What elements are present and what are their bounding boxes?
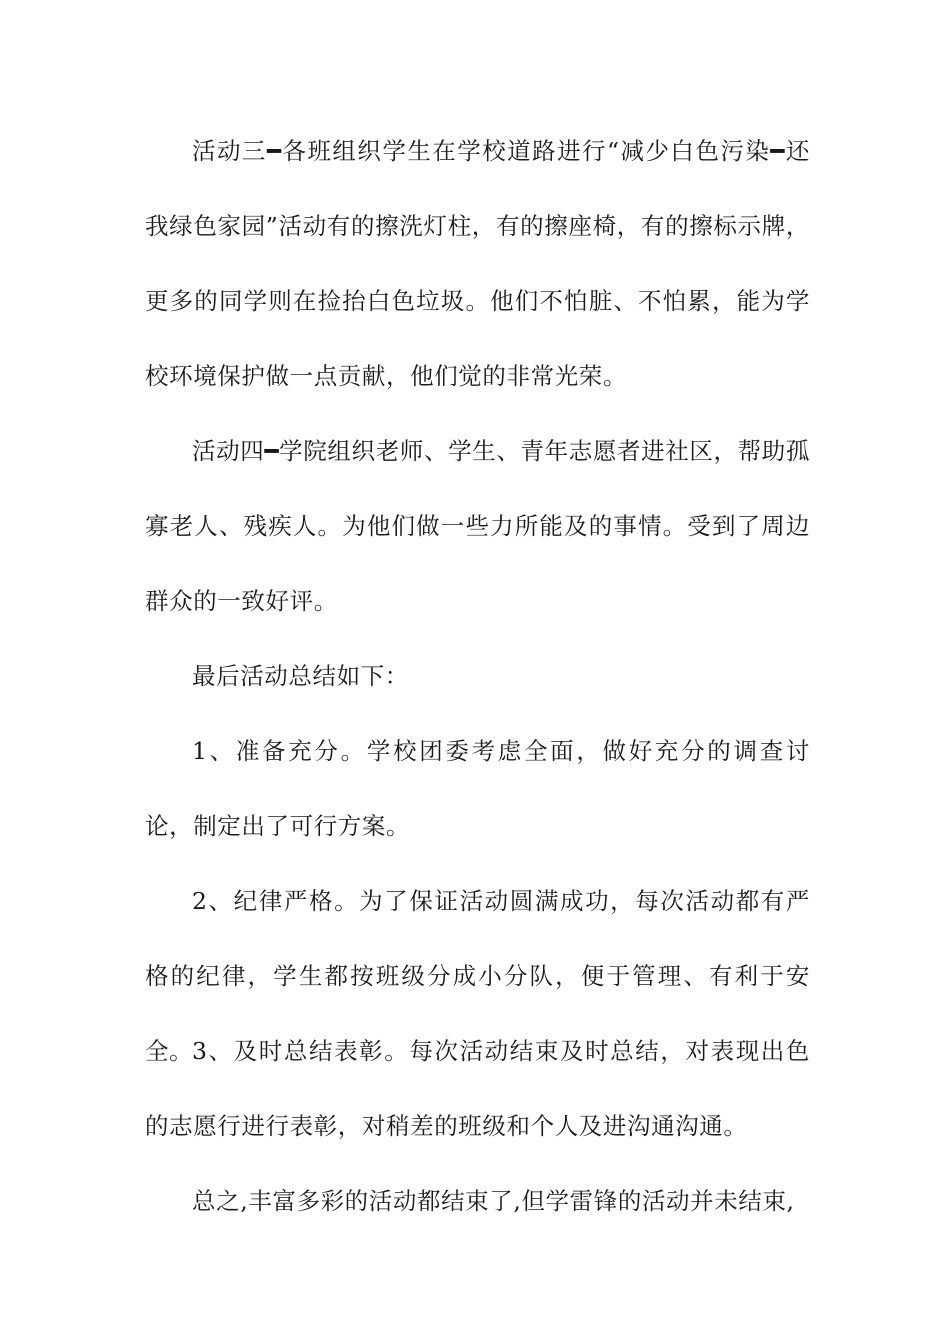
paragraph-summary-intro: 最后活动总结如下： bbox=[192, 662, 409, 690]
paragraph-item-2: 2、纪律严格。为了保证活动圆满成功，每次活动都有严格的纪律，学生都按班级分成小分队，便于管理、有利于安全。 bbox=[145, 887, 810, 1065]
paragraph-activity-three: 活动三━各班组织学生在学校道路进行“减少白色污染━还我绿色家园”活动有的擦洗灯柱，有的擦座椅，有的擦标示牌，更多的同学则在捡抬白色垃圾。他们不怕脏、不怕累，能为学校环境保护做一点贡献，他们觉的非常光荣。 bbox=[145, 137, 810, 390]
paragraph-conclusion: 总之,丰富多彩的活动都结束了,但学雷锋的活动并未结束, bbox=[192, 1187, 795, 1215]
paragraph-item-3: 3、及时总结表彰。每次活动结束及时总结，对表现出色的志愿行进行表彰，对稍差的班级和个人及进沟通沟通。 bbox=[145, 1037, 810, 1140]
paragraph-activity-four: 活动四━学院组织老师、学生、青年志愿者进社区，帮助孤寡老人、残疾人。为他们做一些力所能及的事情。受到了周边群众的一致好评。 bbox=[145, 437, 810, 615]
paragraph-item-1: 1、准备充分。学校团委考虑全面，做好充分的调查讨论，制定出了可行方案。 bbox=[145, 737, 810, 840]
